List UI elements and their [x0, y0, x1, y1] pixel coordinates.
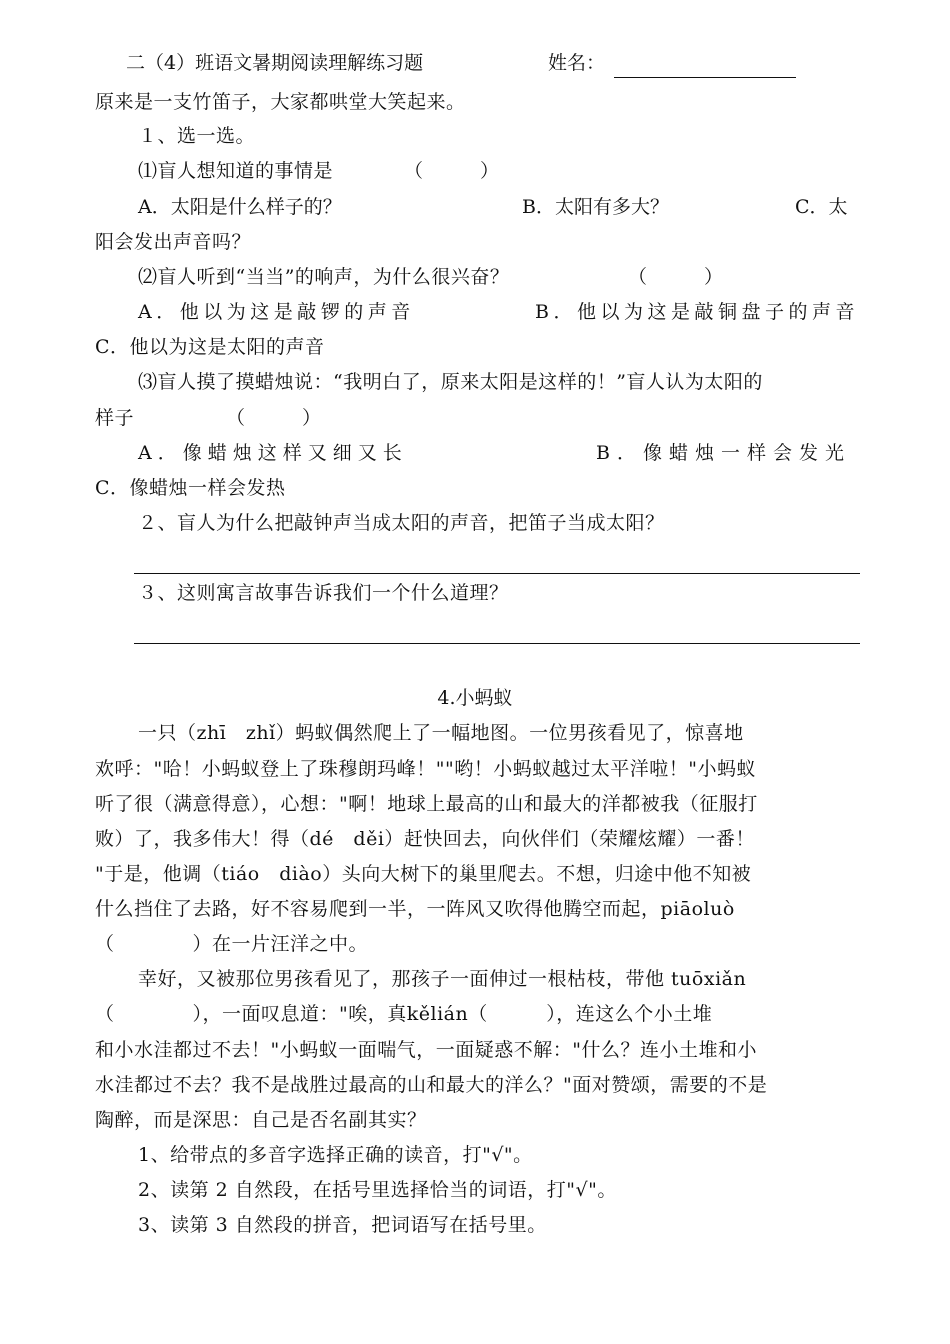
p1-line-2: 欢呼："哈！小蚂蚁登上了珠穆朗玛峰！""哟！小蚂蚁越过太平洋啦！"小蚂蚁	[95, 758, 756, 780]
answer-bracket-3[interactable]: （ ）	[226, 407, 322, 429]
p2-line-5: 陶醉，而是深思：自己是否名副其实？	[95, 1109, 427, 1131]
question-1-heading: １、选一选。	[138, 125, 256, 147]
answer-line-q2[interactable]	[134, 573, 860, 574]
question-3: ３、这则寓言故事告诉我们一个什么道理？	[138, 582, 509, 604]
p2-line-3: 和小水洼都过不去！"小蚂蚁一面喘气，一面疑惑不解："什么？连小土堆和小	[95, 1039, 757, 1061]
sub-question-1-stem: ⑴盲人想知道的事情是	[138, 160, 334, 182]
p1-line-6: 什么挡住了去路，好不容易爬到一半，一阵风又吹得他腾空而起，piāoluò	[95, 898, 735, 920]
answer-line-q3[interactable]	[134, 643, 860, 644]
sub3-option-a: A．像蜡烛这样又细又长	[138, 442, 408, 464]
sub3-option-c: C．像蜡烛一样会发热	[95, 477, 286, 499]
exercise-2: 2、读第 2 自然段，在括号里选择恰当的词语，打"√"。	[138, 1179, 617, 1201]
p1-line-5: "于是，他调（tiáo diào）头向大树下的巢里爬去。不想，归途中他不知被	[95, 863, 752, 885]
name-blank-line[interactable]	[614, 77, 796, 78]
question-2: ２、盲人为什么把敲钟声当成太阳的声音，把笛子当成太阳？	[138, 512, 665, 534]
p1-line-4: 败）了，我多伟大！得（dé děi）赶快回去，向伙伴们（荣耀炫耀）一番！	[95, 828, 755, 850]
exercise-1: 1、给带点的多音字选择正确的读音，打"√"。	[138, 1144, 533, 1166]
sub-question-2-stem: ⑵盲人听到“当当”的响声，为什么很兴奋？	[138, 266, 510, 288]
p1-line-7: （ ）在一片汪洋之中。	[95, 933, 369, 955]
answer-bracket-1[interactable]: （ ）	[404, 160, 500, 182]
exercise-3: 3、读第 3 自然段的拼音，把词语写在括号里。	[138, 1214, 547, 1236]
answer-bracket-2[interactable]: （ ）	[628, 266, 724, 288]
sub1-option-b: B．太阳有多大？	[522, 196, 669, 218]
p2-line-2: （ ），一面叹息道："唉，真kělián（ ），连这么个小土堆	[95, 1003, 713, 1025]
sub1-option-c-cont: 阳会发出声音吗？	[95, 231, 252, 253]
sub2-option-b: B．他以为这是敲铜盘子的声音	[535, 301, 859, 323]
passage-title: 4.小蚂蚁	[437, 687, 513, 709]
sub2-option-c: C．他以为这是太阳的声音	[95, 336, 325, 358]
p1-line-1: 一只（zhī zhǐ）蚂蚁偶然爬上了一幅地图。一位男孩看见了，惊喜地	[138, 722, 744, 744]
p2-line-4: 水洼都过不去？我不是战胜过最高的山和最大的洋么？"面对赞颂，需要的不是	[95, 1074, 768, 1096]
sub1-option-a: A．太阳是什么样子的？	[138, 196, 342, 218]
passage-ending: 原来是一支竹笛子，大家都哄堂大笑起来。	[95, 91, 466, 113]
sub2-option-a: A．他以为这是敲锣的声音	[138, 301, 415, 323]
p1-line-3: 听了很（满意得意），心想："啊！地球上最高的山和最大的洋都被我（征服打	[95, 793, 758, 815]
sub-question-3-stem-cont: 样子	[95, 407, 135, 429]
page-title: 二（4）班语文暑期阅读理解练习题	[126, 52, 424, 74]
name-label: 姓名：	[548, 52, 606, 74]
sub3-option-b: B．像蜡烛一样会发光	[596, 442, 851, 464]
sub-question-3-stem: ⑶盲人摸了摸蜡烛说：“我明白了，原来太阳是这样的！”盲人认为太阳的	[138, 371, 763, 393]
p2-line-1: 幸好，又被那位男孩看见了，那孩子一面伸过一根枯枝，带他 tuōxiǎn	[138, 968, 747, 990]
sub1-option-c: C．太	[795, 196, 848, 218]
